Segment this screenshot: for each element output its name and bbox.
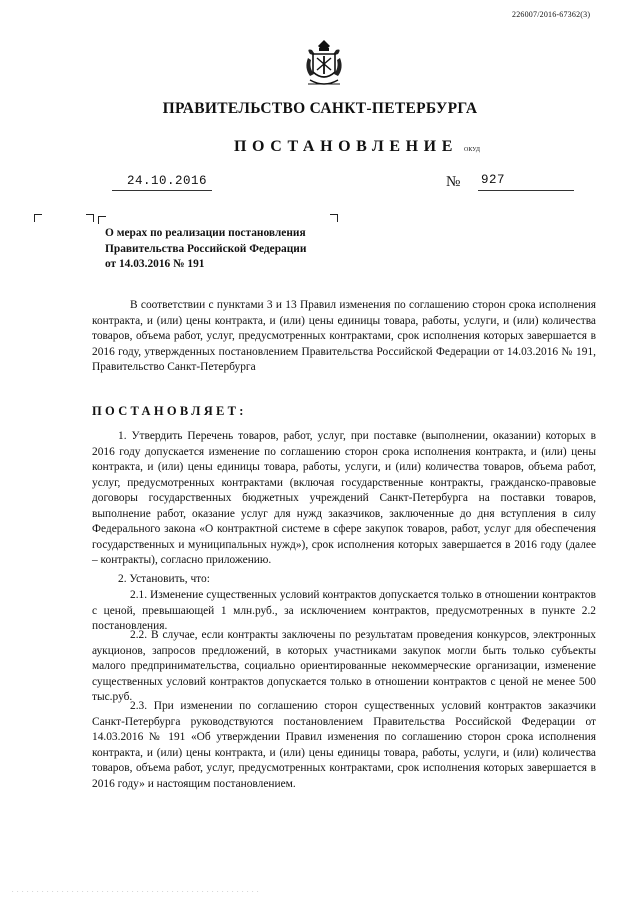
number-label: № <box>446 174 461 190</box>
registration-number: 226007/2016-67362(3) <box>512 10 591 19</box>
st-petersburg-coat-of-arms-icon <box>302 38 346 90</box>
preamble-paragraph: В соответствии с пунктами 3 и 13 Правил изменения по соглашению сторон срока исполнения контракта, и (или) цены контракта, и (или) цены единицы товара, работы, услуги, и (или) количества товаров, объема работ, услуг, предусмотренных контрактами, срок исполнения которых завершается в 2016 году, утвержденных постановлением Правительства Российской Федерации от 14.03.2016 № 191, Правительство Санкт-Петербурга <box>92 299 596 373</box>
subject-line: О мерах по реализации постановления <box>105 227 306 239</box>
document-date: 24.10.2016 <box>127 174 208 188</box>
date-underline <box>112 190 212 191</box>
clause-2-2: 2.2. В случае, если контракты заключены по результатам проведения конкурсов, электронных аукционов, запросов предложений, в которых участниками закупок могли быть только субъекты малого предпринимательства, социально ориентированные некоммерческие организации, изменение существенных условий контрактов допускается только в отношении контрактов с ценой не менее 500 тыс.руб. <box>92 629 596 703</box>
corner-mark <box>34 214 42 222</box>
government-title: ПРАВИТЕЛЬСТВО САНКТ-ПЕТЕРБУРГА <box>162 100 478 117</box>
document-number: 927 <box>481 173 506 187</box>
number-underline <box>478 190 574 191</box>
clause-2-1: 2.1. Изменение существенных условий контрактов допускается только в отношении контрактов с ценой, превышающей 1 млн.руб., за исключением контрактов, предусмотренных в пункте 2.2 постановления. <box>92 589 596 632</box>
subject-line: от 14.03.2016 № 191 <box>105 258 205 270</box>
decree-heading: ПОСТАНОВЛЯЕТ: <box>92 404 247 418</box>
footer-dots: . . . . . . . . . . . . . . . . . . . . . . . . . . . . . . . . . . . . . . . . . . . . . . . . . . <box>12 888 260 894</box>
okud-label: ОКУД <box>464 147 480 153</box>
corner-mark <box>98 216 106 224</box>
corner-mark <box>330 214 338 222</box>
corner-mark <box>86 214 94 222</box>
clause-2-3: 2.3. При изменении по соглашению сторон существенных условий контрактов заказчики Санкт-Петербурга руководствуются постановлением Правительства Российской Федерации от 14.03.2016 № 191 «Об утверждении Правил изменения по соглашению сторон срока исполнения контракта, и (или) цены контракта, и (или) цены единицы товара, работы, услуги, и (или) количества товаров, объема работ, услуг, предусмотренных контрактами, срок исполнения которых завершается в 2016 году» и настоящим постановлением. <box>92 700 596 790</box>
document-subject <box>105 226 306 273</box>
clause-1: 1. Утвердить Перечень товаров, работ, услуг, при поставке (выполнении, оказании) которых в 2016 году допускается изменение по соглашению сторон срока исполнения контракта, и (или) цены контракта, и (или) цены единицы товара, работы, услуги, и (или) количества товаров, объема работ, услуг, предусмотренных контрактами (включая государственные контракты, гражданско-правовые договоры государственных бюджетных учреждений Санкт-Петербурга на поставки товаров, выполнение работ, оказание услуг для нужд заказчиков, заключенные до дня вступления в силу Федерального закона «О контрактной системе в сфере закупок товаров, работ, услуг для обеспечения государственных и муниципальных нужд»), срок исполнения которых завершается в 2016 году (далее – контракты), согласно приложению. <box>92 430 596 566</box>
clause-2: 2. Установить, что: <box>118 573 210 585</box>
document-type-heading: ПОСТАНОВЛЕНИЕ <box>234 138 458 155</box>
subject-line: Правительства Российской Федерации <box>105 242 307 255</box>
